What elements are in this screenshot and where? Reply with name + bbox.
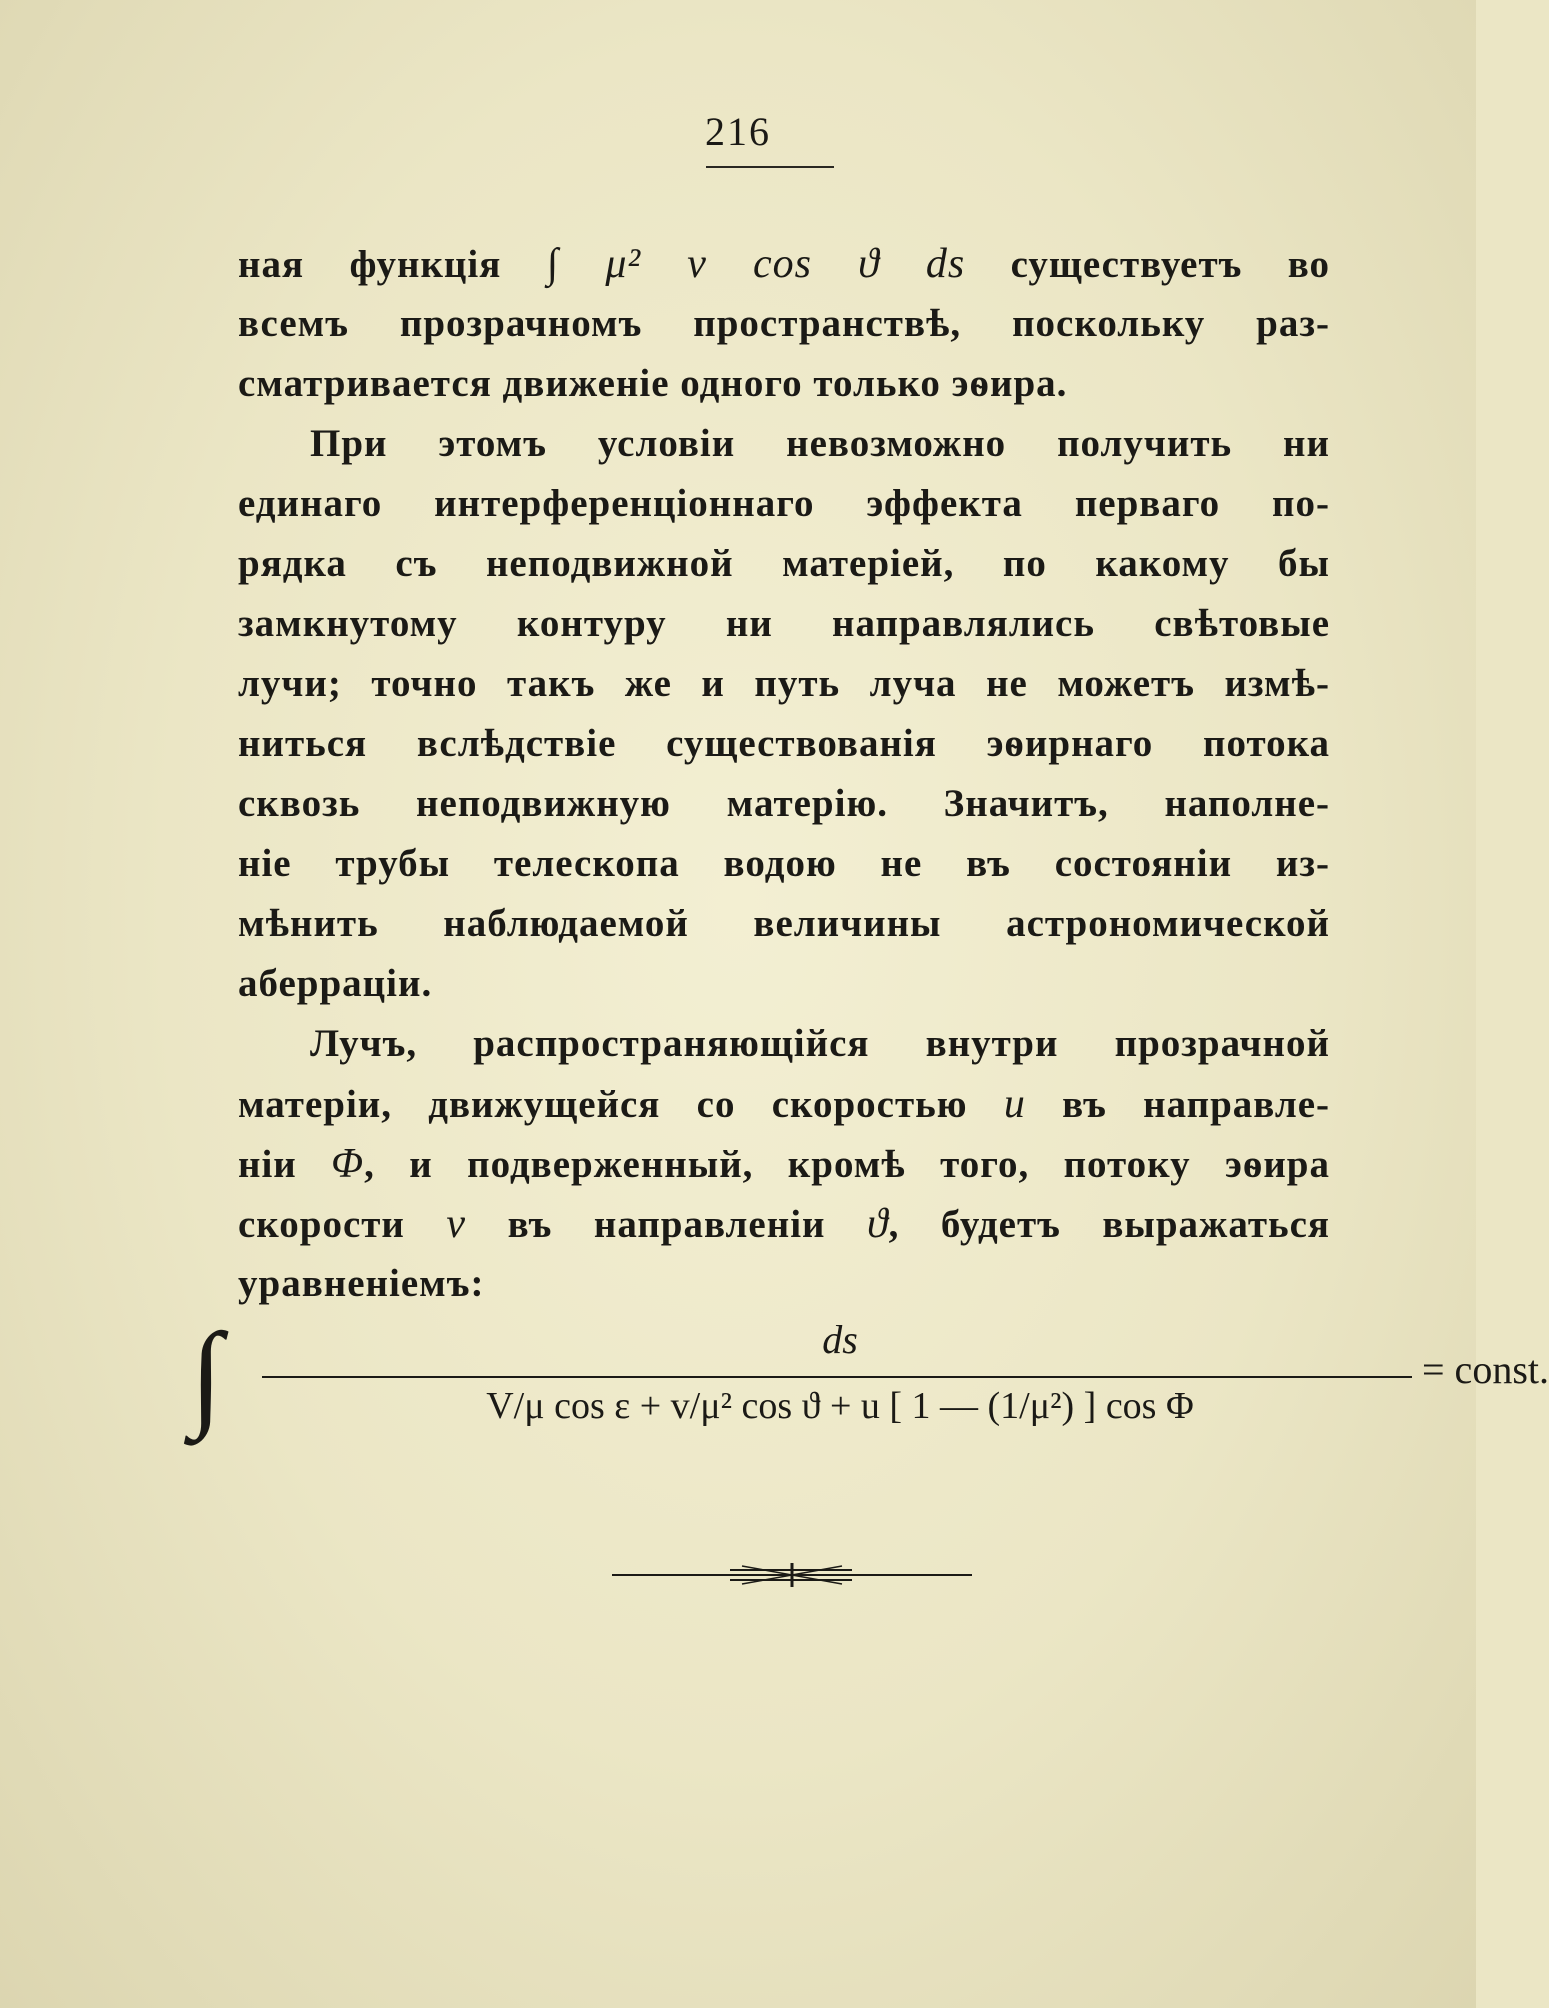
- text-line: матеріи, движущейся со скоростью u въ направле-: [238, 1081, 1330, 1127]
- text-line: ніи Φ, и подверженный, кромѣ того, потоку эѳира: [238, 1141, 1330, 1187]
- inline-variable: u: [1003, 1081, 1026, 1127]
- inline-formula: ∫ μ² v cos ϑ ds: [546, 241, 966, 287]
- text-line: сквозь неподвижную матерію. Значитъ, наполне-: [238, 782, 1330, 825]
- inline-variable: Φ: [331, 1141, 365, 1187]
- text-line: сматривается движеніе одного только эѳира.: [238, 362, 1068, 405]
- body-text: [238, 234, 1330, 1314]
- text-line: ная функція ∫ μ² v cos ϑ ds существуетъ во: [238, 241, 1331, 287]
- equation-numerator: ds: [822, 1317, 858, 1362]
- fraction-bar: [262, 1376, 1412, 1378]
- page-number: 216: [705, 109, 771, 154]
- text-line: При этомъ условіи невозможно получить ни: [310, 422, 1330, 465]
- text-line: мѣнить наблюдаемой величины астрономической: [238, 902, 1330, 945]
- integral-sign: ∫: [190, 1309, 223, 1440]
- text-line: Лучъ, распространяющійся внутри прозрачной: [310, 1022, 1330, 1065]
- text-line: скорости v въ направленіи ϑ, будетъ выражаться: [238, 1201, 1331, 1247]
- ornament-divider-icon: [612, 1560, 972, 1590]
- text-line: единаго интерференціоннаго эффекта перваго по-: [238, 482, 1330, 525]
- text-line: ніе трубы телескопа водою не въ состояніи из-: [238, 842, 1330, 885]
- text-line: уравненіемъ:: [238, 1262, 485, 1305]
- page-number-underline: [706, 166, 834, 168]
- text-line: всемъ прозрачномъ пространствѣ, поскольку раз-: [238, 302, 1330, 345]
- text-line: замкнутому контуру ни направлялись свѣтовые: [238, 602, 1330, 645]
- text-line: рядка съ неподвижной матеріей, по какому бы: [238, 542, 1330, 585]
- text-line: лучи; точно такъ же и путь луча не можетъ измѣ-: [238, 662, 1330, 705]
- inline-variable: v: [446, 1201, 467, 1247]
- equation-rhs: = const.: [1422, 1347, 1549, 1392]
- text-line: аберраціи.: [238, 962, 433, 1005]
- display-equation: [190, 1309, 1549, 1440]
- text-line: ниться вслѣдствіе существованія эѳирнаго потока: [238, 722, 1330, 765]
- equation-denominator: V/μ cos ε + v/μ² cos ϑ + u [ 1 — (1/μ²) ] cos Φ: [486, 1385, 1194, 1427]
- inline-variable: ϑ: [867, 1201, 889, 1247]
